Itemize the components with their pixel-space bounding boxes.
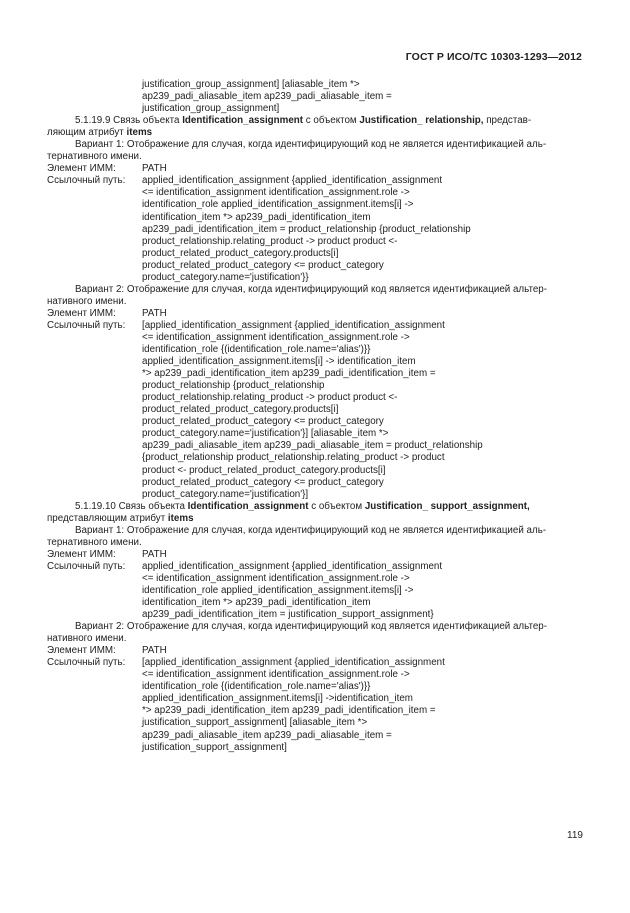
path-line: justification_group_assignment] [aliasable_item *> — [142, 79, 360, 90]
path-line: ap239_padi_aliasable_item ap239_padi_aliasable_item = product_relationship — [142, 440, 483, 452]
path-line: [applied_identification_assignment {applied_identification_assignment — [142, 657, 445, 669]
variant-2-text: Вариант 2: Отображение для случая, когда идентифицирующий код является идентификацией альтер- — [75, 621, 548, 633]
aim-element-row — [47, 645, 583, 657]
path-line: product_category.name='justification'}} — [142, 271, 309, 283]
path-line: identification_item *> ap239_padi_identification_item — [142, 211, 371, 223]
aim-element-row — [47, 549, 583, 561]
reference-path-label: Ссылочный путь: — [47, 560, 126, 572]
aim-element-value: PATH — [142, 548, 167, 560]
section-heading-5-1-19-10: 5.1.19.10 Связь объекта Identification_assignment с объектом Justification_ support_assignment, — [75, 500, 530, 512]
variant-2-text-cont: нативного имени. — [47, 633, 127, 645]
aim-element-value: PATH — [142, 163, 167, 175]
aim-element-label: Элемент ИММ: — [47, 548, 116, 560]
aim-element-value: PATH — [142, 307, 167, 319]
path-line: identification_item *> ap239_padi_identification_item — [142, 597, 371, 609]
variant-1-text-cont: тернативного имени. — [47, 151, 142, 163]
path-line: justification_group_assignment] — [142, 103, 280, 115]
section-heading-cont: представляющим атрибут items — [47, 512, 194, 524]
variant-2-text: Вариант 2: Отображение для случая, когда идентифицирующий код является идентификацией альтер- — [75, 283, 548, 295]
path-line: product_related_product_category <= product_category — [142, 476, 384, 488]
document-header: ГОСТ Р ИСО/ТС 10303-1293—2012 — [405, 51, 582, 63]
reference-path-label: Ссылочный путь: — [47, 175, 126, 187]
path-line: product_related_product_category.products[i] — [142, 247, 339, 259]
reference-path-row — [47, 561, 583, 573]
reference-path-label: Ссылочный путь: — [47, 319, 126, 331]
variant-2-text-cont: нативного имени. — [47, 295, 127, 307]
path-line: product_category.name='justification'}] [aliasable_item *> — [142, 428, 389, 440]
path-line: product_relationship.relating_product -> product product <- — [142, 392, 398, 404]
aim-element-label: Элемент ИММ: — [47, 163, 116, 175]
path-line: ap239_padi_aliasable_item ap239_padi_aliasable_item = — [142, 91, 392, 103]
reference-path-row — [47, 320, 583, 332]
section-heading-cont: ляющим атрибут items — [47, 127, 153, 139]
path-line: ap239_padi_identification_item = product_relationship {product_relationship — [142, 223, 471, 235]
path-line: product_category.name='justification'}] — [142, 488, 309, 500]
aim-element-label: Элемент ИММ: — [47, 645, 116, 657]
path-line: <= identification_assignment identification_assignment.role -> — [142, 331, 410, 343]
path-line: ap239_padi_identification_item = justification_support_assignment} — [142, 609, 434, 621]
path-line: {product_relationship product_relationship.relating_product -> product — [142, 452, 445, 464]
path-line: product_relationship.relating_product -> product product <- — [142, 235, 398, 247]
variant-1-text: Вариант 1: Отображение для случая, когда идентифицирующий код не является идентификацией аль- — [75, 524, 547, 536]
path-line: justification_support_assignment] [aliasable_item *> — [142, 717, 368, 729]
aim-element-value: PATH — [142, 645, 167, 657]
reference-path-row — [47, 657, 583, 669]
path-line: product_relationship {product_relationship — [142, 380, 325, 392]
path-line: ap239_padi_aliasable_item ap239_padi_aliasable_item = — [142, 729, 392, 741]
path-line: *> ap239_padi_identification_item ap239_padi_identification_item = — [142, 368, 436, 380]
aim-element-label: Элемент ИММ: — [47, 307, 116, 319]
path-line: applied_identification_assignment {applied_identification_assignment — [142, 560, 443, 572]
path-line: identification_role applied_identification_assignment.items[i] -> — [142, 584, 414, 596]
reference-path-label: Ссылочный путь: — [47, 657, 126, 669]
variant-1-text-cont: тернативного имени. — [47, 536, 142, 548]
path-line: justification_support_assignment] — [142, 741, 287, 753]
page-body — [47, 79, 583, 754]
path-line: <= identification_assignment identification_assignment.role -> — [142, 669, 410, 681]
aim-element-row — [47, 308, 583, 320]
variant-1-text: Вариант 1: Отображение для случая, когда идентифицирующий код не является идентификацией аль- — [75, 139, 547, 151]
reference-path-row — [47, 175, 583, 187]
path-line: product_related_product_category <= product_category — [142, 416, 384, 428]
page-number: 119 — [567, 830, 583, 841]
path-line: product_related_product_category.products[i] — [142, 404, 339, 416]
path-line: [applied_identification_assignment {applied_identification_assignment — [142, 319, 445, 331]
path-line: applied_identification_assignment.items[i] ->identification_item — [142, 693, 413, 705]
path-line: applied_identification_assignment {applied_identification_assignment — [142, 175, 443, 187]
path-line: identification_role {(identification_role.name='alias')}} — [142, 344, 371, 356]
path-line: *> ap239_padi_identification_item ap239_padi_identification_item = — [142, 705, 436, 717]
path-line: product_related_product_category <= product_category — [142, 259, 384, 271]
path-line: <= identification_assignment identification_assignment.role -> — [142, 187, 410, 199]
path-line: <= identification_assignment identification_assignment.role -> — [142, 572, 410, 584]
path-line: product <- product_related_product_category.products[i] — [142, 464, 386, 476]
aim-element-row — [47, 163, 583, 175]
path-line: identification_role {(identification_role.name='alias')}} — [142, 681, 371, 693]
path-line: identification_role applied_identification_assignment.items[i] -> — [142, 199, 414, 211]
path-line: applied_identification_assignment.items[i] -> identification_item — [142, 356, 416, 368]
section-heading-5-1-19-9: 5.1.19.9 Связь объекта Identification_assignment с объектом Justification_ relationship, представ- — [75, 115, 532, 127]
